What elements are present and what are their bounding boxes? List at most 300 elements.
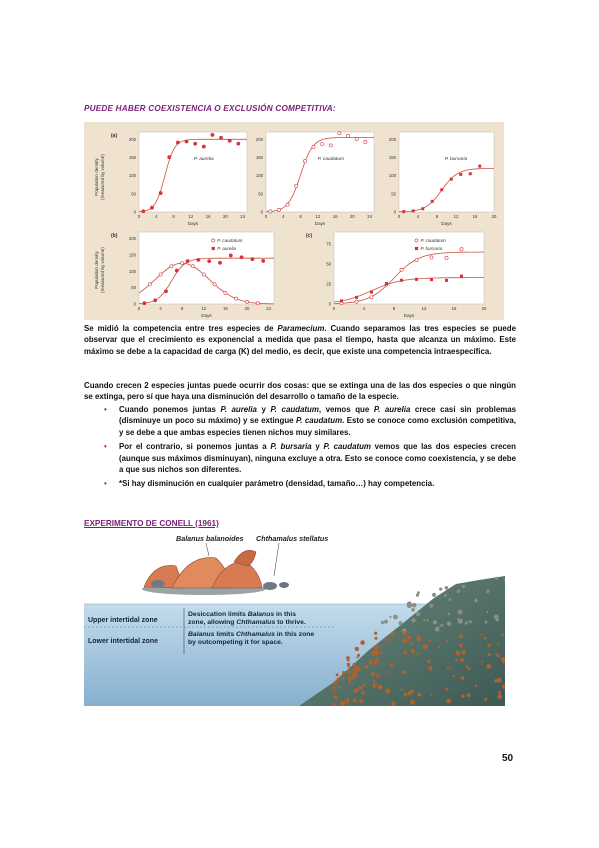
x-tick-label: 4 (159, 306, 162, 311)
data-point (478, 165, 481, 168)
barnacle (341, 677, 344, 680)
data-point (402, 210, 405, 213)
barnacle (381, 621, 384, 624)
barnacle (428, 666, 432, 670)
x-tick-label: 0 (332, 306, 336, 311)
y-tick-label: 150 (255, 154, 263, 160)
barnacle (462, 650, 466, 654)
barnacle (375, 658, 379, 662)
legend-label: P. caudatum (217, 238, 243, 243)
barnacle (407, 601, 412, 606)
barnacle (455, 658, 458, 661)
y-axis-label: Population density (94, 251, 99, 289)
y-tick-label: 50 (131, 285, 136, 291)
panel-label: (a) (111, 133, 118, 139)
barnacle (488, 653, 491, 656)
panel-frame (266, 132, 374, 212)
bullet-item-note: • *Si hay disminución en cualquier parámetro (densidad, tamaño…) hay competencia. (104, 479, 435, 489)
data-point (431, 200, 434, 203)
section-title-competition: PUEDE HABER COEXISTENCIA O EXCLUSIÓN COMPETITIVA: (84, 104, 336, 113)
data-point (421, 207, 424, 210)
x-tick-label: 0 (397, 214, 401, 219)
barnacle (461, 695, 464, 698)
barnacle (352, 668, 354, 670)
barnacle (378, 685, 383, 690)
barnacle (346, 701, 349, 704)
barnacle (444, 594, 447, 597)
barnacle (458, 610, 463, 615)
barnacle (466, 665, 469, 668)
barnacle (355, 647, 359, 651)
barnacle (354, 666, 358, 670)
panel-frame (139, 132, 247, 212)
data-point (295, 184, 298, 187)
data-point (191, 265, 194, 268)
data-point (176, 141, 179, 144)
barnacle (372, 653, 375, 656)
barnacle (338, 686, 341, 689)
x-tick-label: 20 (491, 214, 497, 219)
barnacle (486, 611, 488, 613)
x-tick-label: 4 (155, 214, 158, 219)
legend-marker (212, 247, 215, 250)
data-point (202, 273, 205, 276)
bullet-marker: • (104, 442, 107, 452)
barnacle (497, 678, 502, 683)
data-point (194, 142, 197, 145)
barnacle (417, 653, 419, 655)
species-label: P. bursaria (444, 157, 468, 162)
barnacle (461, 676, 465, 680)
barnacle (333, 681, 337, 685)
x-tick-label: 0 (264, 214, 268, 219)
barnacle (485, 621, 488, 624)
x-tick-label: 16 (451, 306, 457, 311)
page-number: 50 (502, 753, 514, 764)
data-point (219, 136, 222, 139)
data-point (370, 291, 373, 294)
barnacle (411, 608, 415, 612)
barnacle (412, 690, 414, 692)
x-tick-label: 8 (172, 214, 175, 219)
barnacle (426, 619, 428, 621)
x-tick-label: 20 (481, 306, 487, 311)
barnacle (501, 634, 504, 637)
y-tick-label: 50 (326, 261, 331, 267)
upper-zone-text-1: Desiccation limits Balanus in this (188, 611, 297, 618)
panel-label: (b) (111, 233, 118, 239)
data-point (312, 145, 315, 148)
x-tick-label: 12 (201, 306, 207, 311)
barnacle (375, 637, 378, 640)
barnacle (403, 670, 407, 674)
barnacle (457, 590, 460, 593)
species-label: P. caudatum (317, 157, 344, 162)
barnacle (502, 661, 504, 663)
data-point (170, 265, 173, 268)
barnacle (374, 645, 379, 650)
y-tick-label: 100 (255, 173, 263, 179)
barnacle (371, 672, 375, 676)
barnacle (402, 631, 407, 636)
y-tick-label: 100 (128, 268, 136, 274)
data-point (240, 256, 243, 259)
barnacle (427, 660, 430, 663)
barnacle (360, 640, 365, 645)
barnacle (359, 699, 363, 703)
barnacle (447, 622, 451, 626)
barnacle (497, 643, 499, 645)
data-point (159, 273, 162, 276)
lower-zone-text-1: Balanus limits Chthamalus in this zone (188, 631, 315, 638)
y-tick-label: 0 (133, 301, 136, 307)
barnacle (358, 686, 362, 690)
barnacle (495, 653, 497, 655)
data-point (251, 257, 254, 260)
legend-label: P. caudatum (420, 238, 446, 243)
data-point (286, 203, 289, 206)
data-point (303, 160, 306, 163)
lower-zone-text-2: by outcompeting it for space. (188, 639, 283, 646)
x-tick-label: 4 (362, 306, 366, 311)
data-point (355, 296, 358, 299)
data-point (218, 261, 221, 264)
data-point (440, 188, 443, 191)
data-point (355, 300, 358, 303)
lower-zone-label: Lower intertidal zone (88, 638, 159, 645)
barnacle (363, 683, 366, 686)
legend-marker (415, 247, 418, 250)
barnacle (335, 696, 338, 699)
barnacle (438, 646, 440, 648)
barnacle (453, 675, 455, 677)
data-point (445, 279, 448, 282)
barnacle (447, 667, 449, 669)
barnacle (450, 668, 452, 670)
data-point (211, 133, 214, 136)
barnacle (333, 691, 335, 693)
barnacle (347, 659, 350, 662)
x-tick-label: 16 (223, 306, 228, 311)
y-tick-label: 150 (128, 252, 136, 258)
barnacle (460, 658, 464, 662)
barnacle (353, 698, 357, 702)
data-point (445, 256, 448, 259)
barnacle (361, 691, 365, 695)
barnacle (373, 680, 376, 683)
barnacle (348, 676, 351, 679)
data-point (460, 248, 463, 251)
barnacle (432, 593, 436, 597)
data-point (159, 191, 162, 194)
y-tick-label: 200 (128, 236, 136, 242)
legend-marker (415, 239, 418, 242)
x-tick-label: 4 (416, 214, 420, 219)
barnacle (384, 620, 388, 624)
barnacle (410, 649, 415, 654)
barnacle (446, 699, 451, 704)
barnacle (403, 693, 407, 697)
barnacle (374, 662, 378, 666)
barnacle (401, 689, 403, 691)
panel-frame (399, 132, 494, 212)
barnacle (486, 590, 489, 593)
barnacle (430, 604, 434, 608)
data-point (237, 142, 240, 145)
barnacle (353, 688, 358, 693)
barnacle (407, 636, 411, 640)
barnacle (457, 618, 459, 620)
species-label: P. aurelia (193, 157, 214, 162)
legend-label: P. aurelia (217, 246, 237, 251)
bullet-marker: • (104, 479, 107, 489)
barnacle (337, 678, 340, 681)
barnacle (389, 616, 391, 618)
data-point (415, 278, 418, 281)
barnacle (347, 670, 350, 673)
barnacle (446, 688, 449, 691)
x-tick-label: 20 (350, 214, 355, 219)
barnacle (459, 644, 463, 648)
barnacle (445, 586, 449, 590)
data-point (229, 254, 232, 257)
barnacle (416, 594, 419, 597)
data-point (321, 142, 324, 145)
data-point (185, 140, 188, 143)
data-point (430, 256, 433, 259)
data-point (142, 210, 145, 213)
barnacle (374, 632, 377, 635)
barnacle (484, 698, 487, 701)
barnacle (440, 624, 443, 627)
barnacle (446, 640, 448, 642)
x-tick-label: 16 (472, 214, 478, 219)
x-tick-label: 0 (137, 214, 141, 219)
paragraph-intro (84, 323, 516, 357)
upper-zone-text-2: zone, allowing Chthamalus to thrive. (188, 619, 306, 626)
label-balanus: Balanus balanoides (176, 534, 244, 543)
y-tick-label: 200 (128, 136, 136, 142)
barnacle (469, 620, 472, 623)
y-tick-label: 50 (391, 191, 396, 197)
section-title-connell: EXPERIMENTO DE CONELL (1961) (84, 519, 219, 528)
x-tick-label: 8 (299, 214, 302, 219)
barnacle (398, 621, 402, 625)
x-tick-label: 12 (188, 214, 194, 219)
data-point (148, 283, 151, 286)
y-tick-label: 200 (255, 136, 263, 142)
data-point (329, 144, 332, 147)
data-point (370, 296, 373, 299)
barnacle (494, 615, 499, 620)
y-tick-label: 150 (388, 154, 396, 160)
barnacle (410, 642, 413, 645)
barnacle (459, 635, 463, 639)
data-point (364, 140, 367, 143)
data-point (175, 269, 178, 272)
label-chthamalus: Chthamalus stellatus (256, 534, 329, 543)
data-point (415, 259, 418, 262)
barnacle (391, 632, 395, 636)
data-point (400, 279, 403, 282)
x-tick-label: 16 (332, 214, 338, 219)
data-point (197, 258, 200, 261)
barnacle (340, 701, 345, 706)
bullet-list (84, 404, 516, 493)
y-axis-label: (measured by volume) (100, 154, 105, 200)
data-point (469, 172, 472, 175)
barnacle (336, 673, 339, 676)
paragraph-two-species: Cuando crecen 2 especies juntas puede ocurrir dos cosas: que se extinga una de las dos especies o que ningún se extinga, pero sí que haya una disminución del desarrollo o tamaño de la especie. (84, 381, 516, 402)
barnacle (429, 639, 432, 642)
data-point (228, 139, 231, 142)
data-point (277, 208, 280, 211)
x-tick-label: 12 (315, 214, 321, 219)
y-axis-label: (measured by volume) (100, 247, 105, 293)
data-point (164, 290, 167, 293)
data-point (235, 297, 238, 300)
data-point (340, 299, 343, 302)
barnacle (364, 665, 368, 669)
barnacle (484, 637, 487, 640)
data-point (168, 156, 171, 159)
barnacle (373, 683, 377, 687)
x-tick-label: 24 (367, 214, 373, 219)
barnacle (423, 644, 428, 649)
x-tick-label: 4 (282, 214, 285, 219)
barnacle (417, 693, 421, 697)
barnacle (475, 685, 477, 687)
barnacle (385, 688, 390, 693)
data-point (143, 302, 146, 305)
y-tick-label: 50 (258, 191, 263, 197)
x-tick-label: 12 (453, 214, 459, 219)
legend-marker (212, 239, 215, 242)
barnacle (351, 676, 354, 679)
barnacle (374, 650, 379, 655)
barnacle (497, 655, 500, 658)
y-tick-label: 100 (388, 173, 396, 179)
y-tick-label: 75 (326, 241, 331, 247)
y-tick-label: 50 (131, 191, 136, 197)
barnacle (474, 599, 477, 602)
barnacle-closeup (142, 550, 289, 595)
legend-label: P. bursaria (420, 246, 443, 251)
data-point (269, 210, 272, 213)
data-point (150, 206, 153, 209)
data-point (459, 173, 462, 176)
barnacle (439, 588, 442, 591)
barnacle (462, 585, 465, 588)
data-point (262, 259, 265, 262)
data-point (412, 209, 415, 212)
barnacle (342, 671, 346, 675)
barnacle (385, 638, 389, 642)
y-tick-label: 0 (393, 209, 396, 215)
barnacle (411, 618, 416, 623)
panel-label: (c) (306, 233, 313, 239)
data-point (208, 259, 211, 262)
barnacle (332, 686, 335, 689)
x-tick-label: 0 (137, 306, 141, 311)
barnacle (448, 613, 451, 616)
barnacle (423, 619, 425, 621)
y-tick-label: 0 (328, 301, 331, 307)
x-tick-label: 8 (181, 306, 184, 311)
barnacle (467, 693, 471, 697)
barnacle (393, 615, 398, 620)
x-tick-label: 24 (266, 306, 271, 311)
barnacle (449, 598, 452, 601)
x-tick-label: 8 (435, 214, 439, 219)
barnacle (465, 621, 468, 624)
barnacle (390, 663, 394, 667)
x-axis-label: Days (403, 313, 415, 318)
data-point (224, 291, 227, 294)
upper-zone-label: Upper intertidal zone (88, 617, 158, 624)
barnacle (417, 637, 421, 641)
barnacle (371, 660, 373, 662)
x-axis-label: Days (441, 221, 452, 226)
data-point (400, 268, 403, 271)
barnacle (357, 654, 360, 657)
barnacle (380, 651, 383, 654)
barnacle (376, 674, 379, 677)
data-point (213, 283, 216, 286)
data-point (256, 302, 259, 305)
data-point (154, 299, 157, 302)
barnacle (498, 691, 501, 694)
barnacle (433, 620, 437, 624)
x-axis-label: Days (201, 313, 212, 318)
data-point (430, 278, 433, 281)
x-tick-label: 20 (223, 214, 228, 219)
connell-barnacle-figure (84, 532, 505, 706)
barnacle (410, 700, 415, 705)
data-point (385, 282, 388, 285)
x-tick-label: 12 (421, 306, 427, 311)
data-point (202, 145, 205, 148)
y-tick-label: 150 (128, 154, 136, 160)
barnacle (408, 691, 412, 695)
x-tick-label: 24 (240, 214, 246, 219)
barnacle (403, 639, 408, 644)
barnacle (386, 671, 388, 673)
x-axis-label: Days (187, 221, 199, 226)
y-tick-label: 25 (326, 281, 331, 287)
x-tick-label: 8 (392, 306, 396, 311)
y-tick-label: 200 (388, 136, 396, 142)
x-tick-label: 16 (205, 214, 211, 219)
data-point (450, 178, 453, 181)
data-point (346, 134, 349, 137)
barnacle (482, 661, 484, 663)
y-tick-label: 100 (128, 173, 136, 179)
data-point (460, 275, 463, 278)
barnacle (391, 702, 396, 706)
barnacle (431, 694, 433, 696)
x-axis-label: Days (314, 221, 326, 226)
barnacle (455, 651, 460, 656)
bullet-item-coexistence: • Por el contrario, si ponemos juntas a P. bursaria y P. caudatum vemos que las dos especies crecen (aunque sus máximos disminuyan), ninguna excluye a otra. Esto se conoce como coexistencia, y se debe a que sus nichos son diferentes. (104, 442, 516, 475)
bullet-marker: • (104, 405, 107, 414)
data-point (338, 132, 341, 135)
y-tick-label: 0 (133, 209, 136, 215)
paragraph-genus: Paramecium (277, 324, 325, 333)
barnacle (481, 633, 483, 635)
bullet-item-exclusion: • Cuando ponemos juntas P. aurelia y P. caudatum, vemos que P. aurelia crece casi sin problemas (disminuye un poco su máximo) y se extingue P. caudatum. Esto se conoce como exclusión competitiva, y se debe a que ambas especies tienen nichos muy similares. (104, 405, 517, 437)
barnacle (348, 672, 350, 674)
